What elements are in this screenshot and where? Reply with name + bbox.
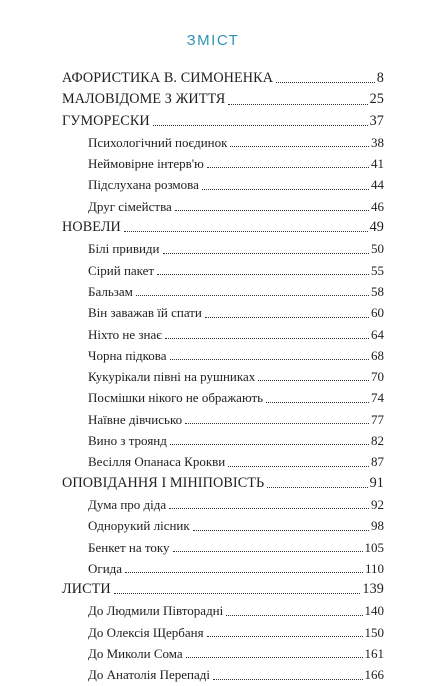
toc-page-number: 77 (371, 411, 384, 427)
toc-entry-title: Психологічний поєдинок (88, 134, 228, 150)
toc-entry (62, 664, 384, 685)
toc-entry (62, 366, 384, 387)
dot-leader (170, 444, 369, 445)
toc-page-number: 58 (371, 283, 384, 299)
toc-entry-title: До Миколи Сома (88, 646, 183, 662)
dot-leader (228, 104, 367, 105)
toc-entry-title: Бальзам (88, 283, 133, 299)
toc-page-number: 166 (364, 667, 384, 683)
toc-entry-title: ЛИСТИ (62, 581, 111, 598)
toc-entry (62, 238, 384, 259)
dot-leader (205, 317, 369, 318)
toc-entry (62, 324, 384, 345)
dot-leader (114, 593, 361, 594)
toc-page-number: 82 (371, 433, 384, 449)
dot-leader (157, 274, 369, 275)
toc-entry-title: Ніхто не знає (88, 326, 162, 342)
toc-entry-title: До Анатолія Перепаді (88, 667, 210, 683)
toc-entry (62, 558, 384, 579)
toc-entry-title: Огида (88, 560, 123, 576)
toc-entry (62, 643, 384, 664)
toc-entry-title: Неймовірне інтерв'ю (88, 156, 204, 172)
toc-page-number: 41 (371, 156, 384, 172)
dot-leader (230, 146, 369, 147)
toc-entry-title: Вино з троянд (88, 433, 167, 449)
toc-page-number: 150 (364, 624, 384, 640)
toc-entry-title: Сірий пакет (88, 262, 155, 278)
toc-entry (62, 196, 384, 217)
toc-entry (62, 345, 384, 366)
toc-entry (62, 281, 384, 302)
toc-entry (62, 494, 384, 515)
dot-leader (153, 125, 368, 126)
page-title: ЗМІСТ (186, 32, 240, 49)
toc-page-number: 60 (371, 305, 384, 321)
dot-leader (124, 231, 368, 232)
toc-page-number: 98 (371, 518, 384, 534)
toc-entry-title: Чорна підкова (88, 347, 167, 363)
toc-page-number: 87 (371, 454, 384, 470)
toc-entry-title: Білі привиди (88, 241, 160, 257)
toc-entry (62, 260, 384, 281)
toc-section-entry (62, 473, 384, 494)
dot-leader (185, 423, 369, 424)
toc-page-number: 49 (369, 219, 384, 236)
dot-leader (169, 508, 369, 509)
toc-page-number: 74 (371, 390, 384, 406)
toc-entry-title: Наївне дівчисько (88, 411, 183, 427)
toc-entry-title: Друг сімейства (88, 198, 172, 214)
toc-page-number: 46 (371, 198, 384, 214)
toc-page-number: 140 (364, 603, 384, 619)
toc-section-entry (62, 579, 384, 600)
toc-entry-title: Підслухана розмова (88, 177, 199, 193)
dot-leader (276, 82, 375, 83)
toc-entry-title: Однорукий лісник (88, 518, 190, 534)
toc-page-number: 37 (369, 112, 384, 129)
dot-leader (170, 359, 369, 360)
toc-entry (62, 132, 384, 153)
dot-leader (165, 338, 369, 339)
toc-entry-title: Бенкет на току (88, 539, 170, 555)
toc-section-entry (62, 217, 384, 238)
toc-section-entry (62, 111, 384, 132)
dot-leader (258, 380, 369, 381)
toc-section-entry (62, 68, 384, 89)
toc-page-number: 105 (364, 539, 384, 555)
dot-leader (125, 572, 363, 573)
dot-leader (173, 551, 363, 552)
dot-leader (207, 167, 369, 168)
toc-entry-title: ОПОВІДАННЯ І МІНІПОВІСТЬ (62, 474, 265, 491)
toc-entry-title: До Людмили Півторадні (88, 603, 224, 619)
toc-page-number: 110 (364, 560, 384, 576)
toc-entry-title: НОВЕЛИ (62, 219, 121, 236)
toc-entry (62, 387, 384, 408)
toc-entry (62, 600, 384, 621)
toc-page-number: 44 (371, 177, 384, 193)
toc-page-number: 38 (371, 134, 384, 150)
dot-leader (163, 253, 369, 254)
dot-leader (226, 615, 362, 616)
toc-entry (62, 153, 384, 174)
toc-page-number: 8 (376, 70, 384, 86)
toc-page-number: 161 (364, 646, 384, 662)
toc-page-number: 50 (371, 241, 384, 257)
toc-entry (62, 430, 384, 451)
dot-leader (266, 402, 369, 403)
toc-entry-title: Кукурікали півні на рушниках (88, 369, 256, 385)
toc-section-entry (62, 89, 384, 110)
dot-leader (136, 295, 369, 296)
toc-entry-title: АФОРИСТИКА В. СИМОНЕНКА (62, 70, 274, 86)
toc-entry-title: Дума про діда (88, 496, 167, 512)
toc-page-number: 92 (371, 496, 384, 512)
toc-page-number: 70 (371, 369, 384, 385)
table-of-contents (62, 68, 384, 686)
dot-leader (228, 466, 369, 467)
toc-entry-title: Весілля Опанаса Крокви (88, 454, 226, 470)
dot-leader (267, 487, 367, 488)
toc-page-number: 91 (369, 474, 384, 491)
toc-entry (62, 174, 384, 195)
toc-entry-title: Посмішки нікого не ображають (88, 390, 264, 406)
toc-entry (62, 622, 384, 643)
toc-page-number: 64 (371, 326, 384, 342)
dot-leader (202, 189, 369, 190)
dot-leader (186, 657, 363, 658)
dot-leader (213, 679, 363, 680)
toc-entry (62, 302, 384, 323)
toc-page-number: 55 (371, 262, 384, 278)
toc-entry-title: Він заважав їй спати (88, 305, 202, 321)
dot-leader (175, 210, 369, 211)
toc-entry-title: ГУМОРЕСКИ (62, 112, 150, 129)
toc-entry (62, 515, 384, 536)
toc-page-number: 139 (362, 581, 384, 598)
toc-page-number: 68 (371, 347, 384, 363)
toc-entry (62, 451, 384, 472)
toc-entry-title: МАЛОВІДОМЕ З ЖИТТЯ (62, 91, 226, 108)
toc-entry (62, 409, 384, 430)
dot-leader (207, 636, 363, 637)
dot-leader (193, 530, 369, 531)
toc-entry (62, 537, 384, 558)
toc-entry-title: До Олексія Щербаня (88, 624, 204, 640)
toc-page-number: 25 (369, 91, 384, 108)
